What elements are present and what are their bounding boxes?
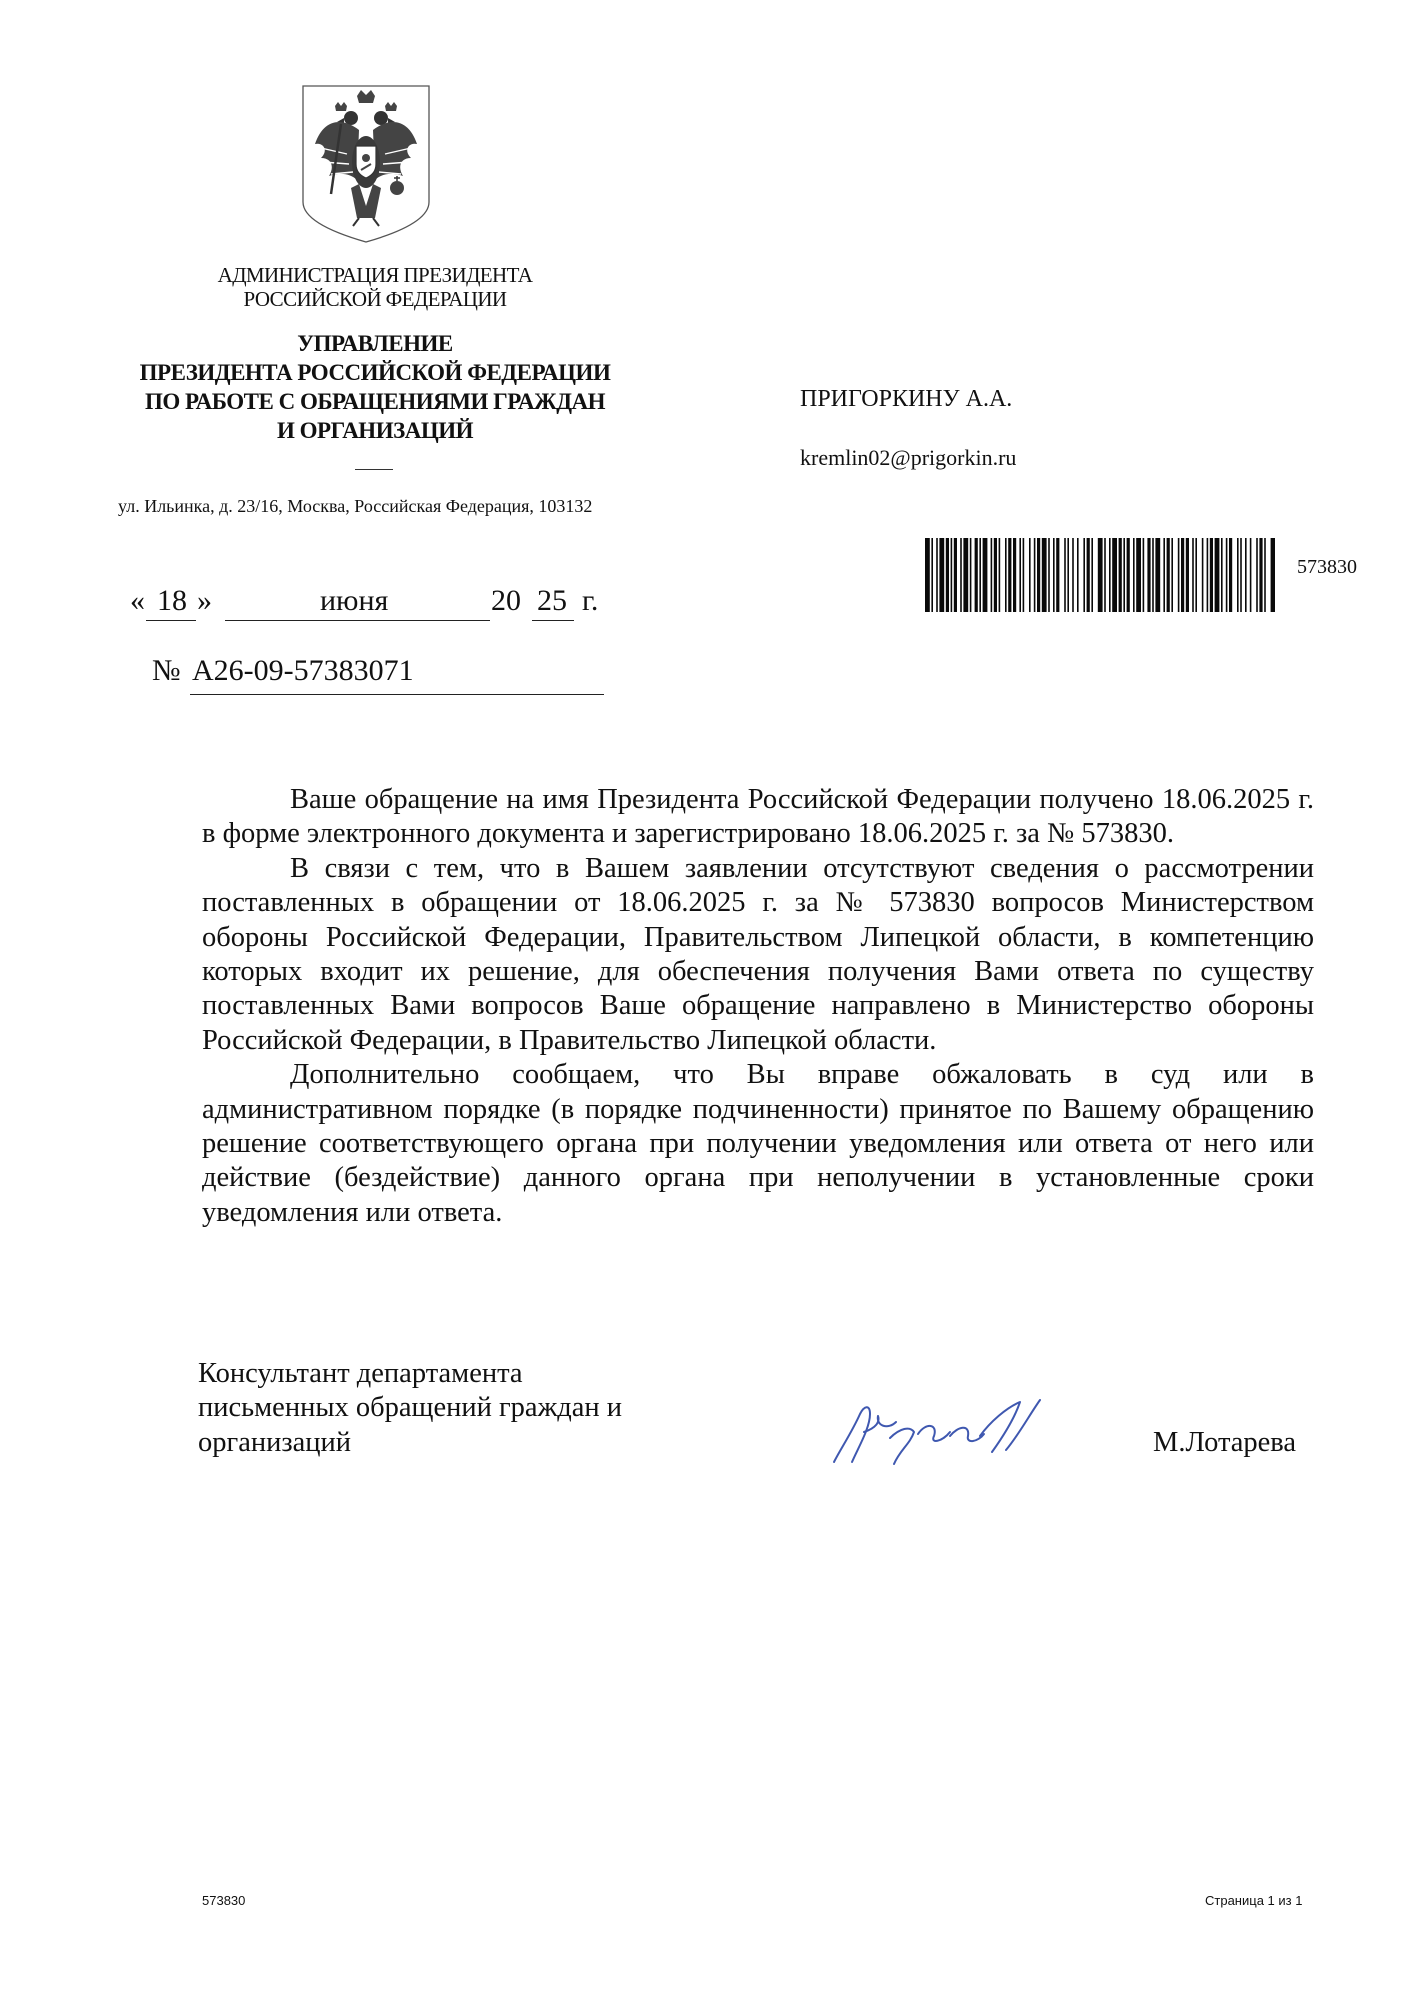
footer-document-number: 573830	[202, 1893, 246, 1908]
date-open-quote: «	[130, 584, 145, 617]
signer-position-line2: письменных обращений граждан и	[198, 1392, 623, 1424]
body-paragraph: Ваше обращение на имя Президента Российской Федерации получено 18.06.2025 г. в форме электронного документа и зарегистрировано 18.06.2025 г. за № 573830.	[202, 784, 1314, 850]
letter-body	[202, 783, 1314, 1230]
date-close-quote: »	[197, 584, 212, 617]
date-month-underline	[225, 620, 490, 621]
barcode-icon	[925, 538, 1275, 612]
date-day: 18	[157, 584, 187, 617]
signer-position	[198, 1357, 718, 1460]
sender-address: ул. Ильинка, д. 23/16, Москва, Российская Федерация, 103132	[118, 496, 593, 516]
date-year-suffix: 25	[537, 584, 567, 617]
date-year-abbr: г.	[582, 584, 599, 617]
org-name-line1: АДМИНИСТРАЦИЯ ПРЕЗИДЕНТА	[217, 263, 533, 287]
date-year-prefix: 20	[491, 584, 521, 617]
reference-number: А26-09-57383071	[192, 654, 414, 687]
signer-name: М.Лотарева	[1153, 1427, 1297, 1458]
signer-position-line3: организаций	[198, 1426, 352, 1458]
body-paragraph: В связи с тем, что в Вашем заявлении отсутствуют сведения о рассмотрении поставленных в обращении от 18.06.2025 г. за № 573830 вопросов Министерством обороны Российской Федерации, Правительством Липецкой области, в компетенцию которых входит их решение, для обеспечения получения Вами ответа по существу поставленных Вами вопросов Ваше обращение направлено в Министерство обороны Российской Федерации, в Правительство Липецкой области.	[202, 852, 1314, 1056]
recipient-email: kremlin02@prigorkin.ru	[800, 445, 1017, 470]
date-year-underline	[532, 620, 574, 621]
letterhead-divider	[355, 469, 393, 470]
body-paragraph: Дополнительно сообщаем, что Вы вправе обжаловать в суд или в административном порядке (в порядке подчиненности) принятое по Вашему обращению решение соответствующего органа при получении уведомления или ответа от него или действие (бездействие) данного органа при неполучении в установленные сроки уведомления или ответа.	[202, 1059, 1314, 1228]
reference-number-sign: №	[152, 654, 181, 687]
coat-of-arms-icon	[301, 84, 431, 244]
org-name-line2: РОССИЙСКОЙ ФЕДЕРАЦИИ	[243, 287, 507, 311]
handwritten-signature	[830, 1392, 1045, 1470]
barcode-number: 573830	[1297, 556, 1357, 578]
reference-number-underline	[190, 694, 604, 695]
department-line2: ПРЕЗИДЕНТА РОССИЙСКОЙ ФЕДЕРАЦИИ	[139, 360, 611, 385]
department-line4: И ОРГАНИЗАЦИЙ	[276, 418, 474, 443]
date-month: июня	[320, 584, 389, 617]
department-line1: УПРАВЛЕНИЕ	[297, 331, 453, 356]
signer-position-line1: Консультант департамента	[198, 1358, 523, 1389]
date-day-underline	[146, 620, 196, 621]
recipient-name: ПРИГОРКИНУ А.А.	[800, 386, 1013, 412]
department-line3: ПО РАБОТЕ С ОБРАЩЕНИЯМИ ГРАЖДАН	[144, 389, 606, 414]
footer-page-label: Страница 1 из 1	[1205, 1893, 1303, 1908]
